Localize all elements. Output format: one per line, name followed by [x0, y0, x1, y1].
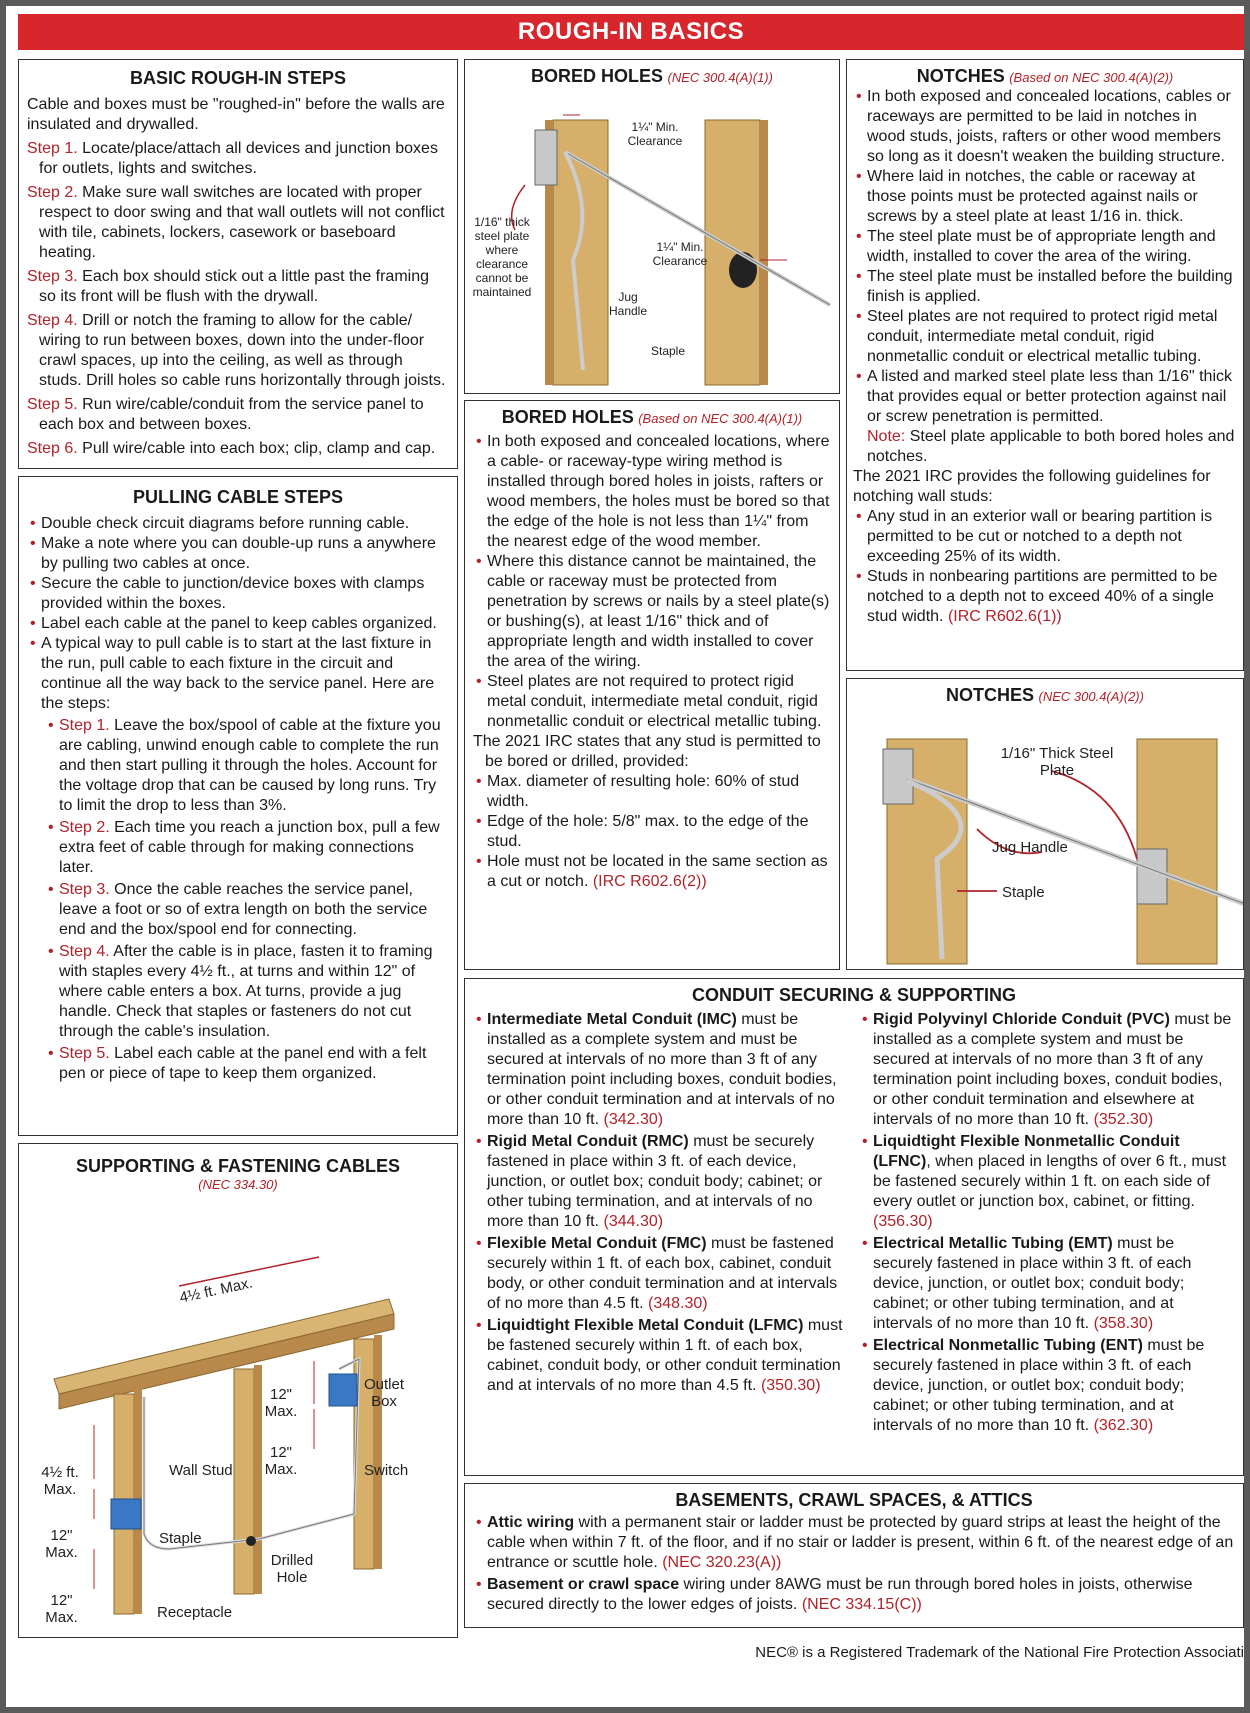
- step-label: Step 3.: [27, 268, 78, 285]
- item-ref: (342.30): [603, 1111, 664, 1128]
- list-item: [859, 1010, 1235, 1130]
- item-text: In both exposed and concealed locations, cables or raceways are permitted to be laid in notches in wood studs, joists, rafters or other wood members so long as it doesn't weaken the building structure.: [867, 88, 1231, 165]
- item-bold: Attic wiring: [487, 1514, 575, 1531]
- item-ref: (358.30): [1093, 1315, 1154, 1332]
- pulling-step: [45, 1044, 449, 1084]
- item-text: Edge of the hole: 5/8" max. to the edge of the stud.: [487, 813, 809, 850]
- basements-panel: [464, 1483, 1244, 1628]
- list-item: [853, 167, 1237, 227]
- step-text: Each box should stick out a little past the framing so its front will be flush with the drywall.: [39, 268, 430, 305]
- notches-irc: The 2021 IRC provides the following guidelines for notching wall studs:: [853, 468, 1211, 505]
- item-text: The steel plate must be of appropriate length and width, installed to cover the area of the wiring.: [867, 228, 1216, 265]
- basements-list: [473, 1513, 1235, 1615]
- notches-diagram-ref: (NEC 300.4(A)(2)): [1038, 689, 1144, 704]
- pulling-title: PULLING CABLE STEPS: [132, 487, 343, 507]
- bored-text-panel: [464, 400, 840, 970]
- bored-bullets: [473, 432, 831, 732]
- basements-title: BASEMENTS, CRAWL SPACES, & ATTICS: [675, 1490, 1033, 1510]
- bored-bullets2: [473, 772, 831, 892]
- pulling-steps: [27, 716, 449, 1084]
- basic-steps-panel: [18, 59, 458, 469]
- basic-step: [27, 439, 449, 459]
- basic-steps-title: BASIC ROUGH-IN STEPS: [129, 68, 347, 88]
- item-text: Max. diameter of resulting hole: 60% of stud width.: [487, 773, 800, 810]
- item-bold: Electrical Nonmetallic Tubing (ENT): [873, 1337, 1143, 1354]
- list-item: [853, 87, 1237, 167]
- item-bold: Rigid Polyvinyl Chloride Conduit (PVC): [873, 1011, 1170, 1028]
- item-text: In both exposed and concealed locations, where a cable- or raceway-type wiring method is installed through bored holes in joists, rafters or wood members, the holes must be bored so that the edge of the hole is not less than 1¼" from the nearest edge of the wood member.: [487, 433, 830, 550]
- item-text: , when placed in lengths of over 6 ft., must be fastened securely within 1 ft. on each side of every outlet or junction box, cabinet, or fitting.: [873, 1153, 1227, 1210]
- basic-intro: Cable and boxes must be "roughed-in" before the walls are insulated and drywalled.: [27, 96, 445, 133]
- bored-label-min1: 1¼" Min. Clearance: [627, 120, 683, 148]
- item-text: must be securely fastened in place within 3 ft. of each device, junction, or outlet box; conduit body; cabinet; or other tubing termination, and at intervals of no more than 10 ft.: [873, 1235, 1192, 1332]
- item-text: Steel plates are not required to protect rigid metal conduit, intermediate metal conduit, rigid nonmetallic conduit or electrical metallic tubing.: [487, 673, 822, 730]
- step-label: Step 2.: [59, 819, 110, 836]
- item-text: with a permanent stair or ladder must be protected by guard strips at least the height of the cable when within 7 ft. of the floor, and if no stair or ladder is present, within 6 ft. of the nearest edge of an entrance or scuttle hole.: [487, 1514, 1234, 1571]
- list-item: [473, 1234, 847, 1314]
- notches-label-plate: 1/16" Thick Steel Plate: [1000, 745, 1114, 779]
- bored-text-ref: (Based on NEC 300.4(A)(1)): [638, 411, 803, 426]
- pulling-step: [45, 818, 449, 878]
- item-text: The steel plate must be installed before the building finish is applied.: [867, 268, 1233, 305]
- item-ref: (NEC 320.23(A)): [662, 1554, 782, 1571]
- supporting-ref: (NEC 334.30): [198, 1177, 278, 1192]
- list-item: [473, 1132, 847, 1232]
- bored-text-title: BORED HOLES: [501, 407, 634, 427]
- step-text: Drill or notch the framing to allow for the cable/ wiring to run between boxes, down into the under-floor crawl spaces, up into the ceiling, as well as through studs. Drill holes so cable runs horizontally through joists.: [39, 312, 446, 389]
- item-ref: (NEC 334.15(C)): [801, 1596, 922, 1613]
- label-drilled-hole: Drilled Hole: [270, 1552, 314, 1586]
- item-text: Where laid in notches, the cable or raceway at those points must be protected against nails or screws by a steel plate at least 1/16 in. thick.: [867, 168, 1198, 225]
- item-text: Hole must not be located in the same section as a cut or notch.: [487, 853, 828, 890]
- list-item: [853, 267, 1237, 307]
- notches-label-jug: Jug Handle: [992, 839, 1068, 856]
- list-item: [853, 567, 1237, 627]
- list-item: [853, 307, 1237, 367]
- step-text: Once the cable reaches the service panel, leave a foot or so of extra length on both the service end and the box/spool end for connecting.: [59, 881, 428, 938]
- label-max12a: 12" Max.: [264, 1386, 298, 1420]
- list-item: [473, 1575, 1235, 1615]
- item-bold: Liquidtight Flexible Metal Conduit (LFMC): [487, 1317, 804, 1334]
- item-text: Where this distance cannot be maintained, the cable or raceway must be protected from penetration by screws or nails by a steel plate(s) or bushing(s), at least 1/16" thick and of appropriate length and width installed to cover the area of the wiring.: [487, 553, 830, 670]
- step-text: Run wire/cable/conduit from the service panel to each box and between boxes.: [39, 396, 424, 433]
- label-staple: Staple: [159, 1530, 202, 1547]
- pulling-bullet: • Make a note where you can double-up runs a anywhere by pulling two cables at once.: [27, 534, 449, 574]
- pulling-bullets: [27, 514, 449, 714]
- item-bold: Rigid Metal Conduit (RMC): [487, 1133, 689, 1150]
- label-max45: 4½ ft. Max.: [178, 1274, 255, 1307]
- pulling-step: [45, 880, 449, 940]
- item-ref: (356.30): [873, 1213, 933, 1230]
- step-text: Pull wire/cable into each box; clip, clamp and cap.: [82, 440, 436, 457]
- list-item: [859, 1336, 1235, 1436]
- basic-step: [27, 395, 449, 435]
- step-text: Make sure wall switches are located with proper respect to door swing and that wall outlets will not conflict with tile, cabinets, lockers, casework or baseboard heating.: [39, 184, 445, 261]
- step-label: Step 2.: [27, 184, 78, 201]
- notches-text-title: NOTCHES: [916, 66, 1005, 86]
- supporting-diagram: [19, 1189, 458, 1638]
- step-label: Step 1.: [27, 140, 78, 157]
- page: [6, 6, 1244, 1707]
- step-label: Step 4.: [59, 943, 110, 960]
- basic-steps-list: [27, 139, 449, 459]
- list-item: [473, 672, 831, 732]
- footer: NEC® is a Registered Trademark of the National Fire Protection Associati: [755, 1644, 1244, 1661]
- pulling-panel: [18, 476, 458, 1136]
- basic-step: [27, 183, 449, 263]
- notches-diagram-panel: [846, 678, 1244, 970]
- label-left12a: 12" Max.: [45, 1527, 78, 1561]
- step-text: Label each cable at the panel end with a felt pen or piece of tape to keep them organized.: [59, 1045, 427, 1082]
- item-bold: Flexible Metal Conduit (FMC): [487, 1235, 707, 1252]
- bored-diagram-panel: [464, 59, 840, 394]
- basic-step: [27, 311, 449, 391]
- supporting-panel: [18, 1143, 458, 1638]
- item-ref: (344.30): [603, 1213, 664, 1230]
- pulling-bullet: • Double check circuit diagrams before running cable.: [27, 514, 449, 534]
- pulling-bullet: • Label each cable at the panel to keep cables organized.: [27, 614, 449, 634]
- conduit-panel: [464, 978, 1244, 1476]
- label-outlet-box: Outlet Box: [363, 1376, 405, 1410]
- item-bold: Basement or crawl space: [487, 1576, 680, 1593]
- list-item: [473, 432, 831, 552]
- step-text: Each time you reach a junction box, pull a few extra feet of cable through for making connections later.: [59, 819, 440, 876]
- item-text: Any stud in an exterior wall or bearing partition is permitted to be cut or notched to a depth not exceeding 25% of its width.: [867, 508, 1213, 565]
- item-ref: (362.30): [1093, 1417, 1154, 1434]
- label-receptacle: Receptacle: [157, 1604, 233, 1621]
- conduit-right-list: [859, 1010, 1235, 1438]
- basic-step: [27, 139, 449, 179]
- item-text: must be installed as a complete system and must be secured at intervals of no more than 3 ft of any termination point including boxes, conduit bodies, or other conduit termination and at intervals of no more than 10 ft.: [487, 1011, 837, 1128]
- label-left45: 4½ ft. Max.: [41, 1464, 79, 1498]
- item-bold: Intermediate Metal Conduit (IMC): [487, 1011, 737, 1028]
- list-item: [473, 812, 831, 852]
- list-item: [853, 367, 1237, 427]
- item-text: wiring under 8AWG must be run through bored holes in joists, otherwise secured directly to the lower edges of joists.: [487, 1576, 1193, 1613]
- item-text: must be fastened securely within 1 ft. of each box, cabinet, conduit body, or other conduit termination and at intervals of no more than 4.5 ft.: [487, 1235, 838, 1312]
- bored-label-jug: Jug Handle: [608, 290, 648, 318]
- list-item: [853, 507, 1237, 567]
- step-label: Step 4.: [27, 312, 78, 329]
- pulling-bullet: • A typical way to pull cable is to start at the last fixture in the run, pull cable to each fixture in the circuit and continue all the way back to the service panel. Here are the steps:: [27, 634, 449, 714]
- list-item: [853, 227, 1237, 267]
- item-text: A listed and marked steel plate less than 1/16" thick that provides equal or better protection against nail or screw penetration is permitted.: [867, 368, 1232, 425]
- notches-note-label: Note:: [867, 428, 906, 445]
- item-text: must be installed as a complete system and must be secured at intervals of no more than 3 ft of any termination point including boxes, conduit bodies, or other conduit termination and elsewhere at intervals of no more than 10 ft.: [873, 1011, 1232, 1128]
- step-label: Step 6.: [27, 440, 78, 457]
- notches-text-panel: [846, 59, 1244, 671]
- item-text: must be securely fastened in place within 3 ft. of each device, junction, or outlet box; conduit body; cabinet; or other tubing termination, and at intervals of no more than 10 ft.: [873, 1337, 1205, 1434]
- bored-label-plate: 1/16" thick steel plate where clearance cannot be maintained: [472, 215, 532, 299]
- step-label: Step 5.: [27, 396, 78, 413]
- notches-label-staple: Staple: [1002, 884, 1045, 901]
- item-text: must be securely fastened in place within 3 ft. of each device, junction, or outlet box; conduit body; cabinet; or other tubing termination, and at intervals of no more than 10 ft.: [487, 1133, 823, 1230]
- step-label: Step 3.: [59, 881, 110, 898]
- label-wall-stud: Wall Stud: [169, 1462, 233, 1479]
- bored-label-min2: 1¼" Min. Clearance: [652, 240, 708, 268]
- list-item: [473, 772, 831, 812]
- list-item: [473, 1513, 1235, 1573]
- label-left12b: 12" Max.: [45, 1592, 78, 1626]
- item-bold: Liquidtight Flexible Nonmetallic Conduit (LFNC): [873, 1133, 1180, 1170]
- label-switch: Switch: [364, 1462, 409, 1479]
- label-max12b: 12" Max.: [264, 1444, 298, 1478]
- step-text: Locate/place/attach all devices and junction boxes for outlets, lights and switches.: [39, 140, 438, 177]
- item-ref: (IRC R602.6(1)): [947, 608, 1062, 625]
- step-label: Step 1.: [59, 717, 110, 734]
- pulling-step: [45, 942, 449, 1042]
- item-text: Steel plates are not required to protect rigid metal conduit, intermediate metal conduit, rigid nonmetallic conduit or electrical metallic tubing.: [867, 308, 1218, 365]
- list-item: [473, 852, 831, 892]
- item-ref: (352.30): [1093, 1111, 1154, 1128]
- supporting-title: SUPPORTING & FASTENING CABLES: [75, 1156, 401, 1176]
- bored-irc: The 2021 IRC states that any stud is permitted to be bored or drilled, provided:: [473, 733, 821, 770]
- item-ref: (IRC R602.6(2)): [592, 873, 707, 890]
- item-ref: (348.30): [647, 1295, 708, 1312]
- notches-text-ref: (Based on NEC 300.4(A)(2)): [1009, 70, 1174, 85]
- conduit-left-list: [473, 1010, 847, 1438]
- step-text: After the cable is in place, fasten it to framing with staples every 4½ ft., at turns and within 12" of where cable enters a box. At turns, provide a jug handle. Check that staples or fasteners do not cut through the cable's insulation.: [59, 943, 433, 1040]
- list-item: [473, 552, 831, 672]
- basic-step: [27, 267, 449, 307]
- bored-diagram-title: BORED HOLES: [531, 66, 664, 86]
- list-item: [859, 1132, 1235, 1232]
- list-item: [859, 1234, 1235, 1334]
- step-text: Leave the box/spool of cable at the fixture you are cabling, unwind enough cable to complete the run and then start pulling it through the holes. Account for the voltage drop that can be caused by long runs. Try to limit the drop to less than 3%.: [59, 717, 441, 814]
- pulling-bullet: • Secure the cable to junction/device boxes with clamps provided within the boxes.: [27, 574, 449, 614]
- item-text: Studs in nonbearing partitions are permitted to be notched to a depth not to exceed 40% of a single stud width.: [867, 568, 1218, 625]
- bored-diagram-ref: (NEC 300.4(A)(1)): [667, 70, 773, 85]
- list-item: [473, 1316, 847, 1396]
- item-text: must be fastened securely within 1 ft. of each box, cabinet, conduit body, or other conduit termination and at intervals of no more than 4.5 ft.: [487, 1317, 843, 1394]
- pulling-step: [45, 716, 449, 816]
- page-header: ROUGH-IN BASICS: [18, 14, 1244, 50]
- notches-note: Steel plate applicable to both bored holes and notches.: [867, 428, 1235, 465]
- notches-diagram-title: NOTCHES: [946, 685, 1035, 705]
- bored-label-staple: Staple: [650, 344, 686, 358]
- conduit-title: CONDUIT SECURING & SUPPORTING: [691, 985, 1017, 1005]
- item-bold: Electrical Metallic Tubing (EMT): [873, 1235, 1113, 1252]
- notches-bullets2: [853, 507, 1237, 627]
- step-label: Step 5.: [59, 1045, 110, 1062]
- list-item: [473, 1010, 847, 1130]
- item-ref: (350.30): [760, 1377, 821, 1394]
- notches-bullets: [853, 87, 1237, 427]
